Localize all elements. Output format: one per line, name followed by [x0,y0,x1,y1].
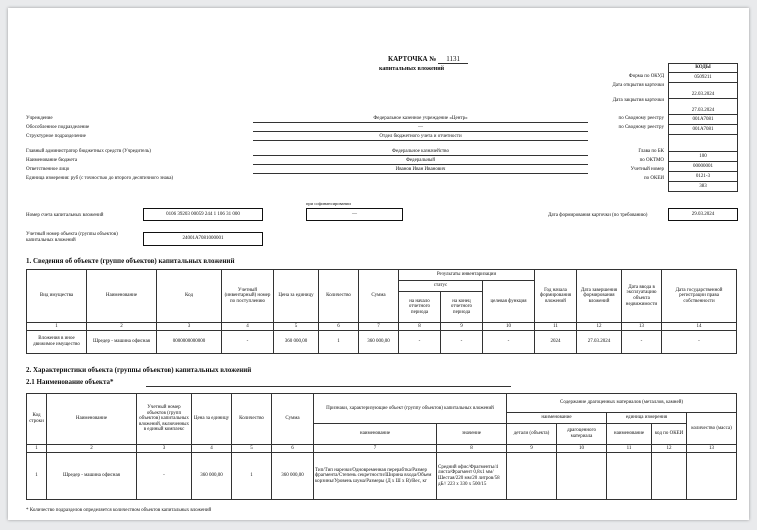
s1-cell-commission-date: - [622,331,662,354]
code-label-open-date: Дата открытия карточки [612,83,664,88]
s1-num: 13 [622,323,662,331]
code-label-registry-2: по Сводному реестру [618,125,664,130]
s1-num: 10 [483,323,535,331]
s1-h-period-start: на начало отчетного периода [399,292,441,323]
s2-num: 5 [232,445,272,453]
s1-h-name: Наименование [87,270,157,323]
code-label-okud: Форма по ОКУД [628,74,664,79]
s2-cell-part [507,453,557,500]
code-oktmo: 00000001 [669,162,738,172]
s1-h-sum: Сумма [359,270,399,323]
generation-date-label: Дата формирования карточки (по требованию) [548,213,648,218]
s2-cell-unit-price: 360 000,00 [192,453,232,500]
label-institution: Учреждение [26,116,53,121]
section2-subtitle: 2.1 Наименование объекта* [26,378,114,386]
s1-h-status: статус [399,281,483,292]
s1-num: 9 [441,323,483,331]
object-number-label: Учетный номер объекта (группы объектов) капитальных вложений [26,232,118,243]
code-label-okei: по ОКЕИ [643,176,664,181]
value-budget-name: Федеральный [253,158,588,165]
s1-cell-period-end: - [441,331,483,354]
s2-num: 1 [27,445,47,453]
s2-cell-mass [687,453,737,500]
s2-cell-complex-number: - [137,453,192,500]
code-bk: 100 [669,152,738,162]
code-okei: 383 [669,182,738,192]
s2-h-okei-code: код по ОКЕИ [652,424,687,445]
card-title [388,55,468,64]
table-row [27,453,737,500]
s2-num: 7 [314,445,437,453]
section2-title: 2. Характеристики объекта (группы объектов) капитальных вложений [26,366,252,374]
code-label-oktmo: по ОКТМО [639,158,664,163]
s1-h-end-date: Дата завершения формирования вложений [577,270,622,323]
s2-h-unit-of-measure: единица измерения [607,413,687,424]
s1-h-start-year: Год начала формирования вложений [535,270,577,323]
s1-cell-unit-price: 360 000,00 [274,331,319,354]
account-number-box: 0106 39203 00059 244 1 106 31 000 [143,208,263,221]
s1-num: 5 [274,323,319,331]
s1-cell-code: 0000000000000 [157,331,222,354]
s2-cell-okei-code [652,453,687,500]
generation-date-box: 29.03.2024 [668,208,738,221]
s2-h-row-code: Код строки [27,394,47,445]
code-label-account-number: Учетный номер [630,167,664,172]
s2-h-unit-price: Цена за единицу [192,394,232,445]
s1-num: 2 [87,323,157,331]
code-close-date: 27.03.2024 [669,99,738,115]
account-label: Номер счета капитальных вложений [26,213,104,218]
s1-cell-name: Шредер - машина офисная [87,331,157,354]
label-unit-of-measure: Единица измерения: руб (с точностью до второго десятичного знака) [26,176,174,181]
s1-cell-target-function: - [483,331,535,354]
card-subtitle: капитальных вложений [379,66,445,72]
value-institution: Федеральное казенное учреждение «Центр» [253,116,588,123]
s2-cell-row-code: 1 [27,453,47,500]
s2-h-quantity: Количество [232,394,272,445]
s2-h-mass: количество (масса) [687,413,737,445]
s2-h-feature-value: значение [437,424,507,445]
code-label-registry-1: по Сводному реестру [618,116,664,121]
code-empty [669,135,738,152]
s2-h-sum: Сумма [272,394,314,445]
s2-h-precious-materials: Содержание драгоценных материалов (металлов, камней) [507,394,737,413]
s2-num: 2 [47,445,137,453]
s1-num: 14 [662,323,737,331]
s1-h-unit-price: Цена за единицу [274,270,319,323]
s2-cell-name: Шредер - машина офисная [47,453,137,500]
label-responsible-person: Ответственное лицо [26,167,70,172]
s1-cell-period-start: - [399,331,441,354]
s1-h-inventory-results: Результаты инвентаризации [399,270,535,281]
s2-h-part: детали (объекта) [507,424,557,445]
s2-cell-unit-name [607,453,652,500]
cofin-label: при софинансировании [306,201,351,206]
section1-title: 1. Сведения об объекте (группе объектов) капитальных вложений [26,257,235,265]
s2-h-precious-material: драгоценного материала [557,424,607,445]
s1-h-inventory-number: Учетный (инвентарный) номер по поступлению [222,270,274,323]
s1-cell-sum: 360 000,00 [359,331,399,354]
s1-num: 1 [27,323,87,331]
code-open-date: 22.03.2024 [669,83,738,99]
s2-h-feature-name: наименование [314,424,437,445]
s2-h-materials-name: наименование [507,413,607,424]
s2-num: 3 [137,445,192,453]
s1-cell-quantity: 1 [319,331,359,354]
s1-cell-inventory-number: - [222,331,274,354]
s2-h-complex-number: Учетный номер объектов (групп объектов) капитальных вложений, включенных в единый комплекс [137,394,192,445]
s1-num: 7 [359,323,399,331]
cofin-box: — [306,208,403,221]
code-label-bk: Глава по БК [638,149,664,154]
table-row [27,331,737,354]
s1-h-registration-date: Дата государственной регистрации права собственности [662,270,737,323]
object-number-box: 24001А7081000001 [143,232,263,246]
s2-h-name: Наименование [47,394,137,445]
codes-table [668,63,738,192]
s2-num: 9 [507,445,557,453]
s1-cell-registration-date: - [662,331,737,354]
section1-table [26,269,737,354]
s1-h-target-function: целевая функция [483,281,535,323]
s1-h-property-type: Вид имущества [27,270,87,323]
object-name-line [146,386,511,387]
document-page [8,8,749,520]
s2-num: 6 [272,445,314,453]
label-separate-division: Обособленное подразделение [26,125,90,130]
codes-header: КОДЫ [669,64,738,73]
s1-h-code: Код [157,270,222,323]
s1-h-quantity: Количество [319,270,359,323]
code-label-close-date: Дата закрытия карточки [612,98,664,103]
label-budget-name: Наименование бюджета [26,158,78,163]
s1-h-commission-date: Дата ввода в эксплуатацию объекта недвижимости [622,270,662,323]
label-main-administrator: Главный администратор бюджетных средств (Учредитель) [26,149,151,154]
footnote: * Количество подразделов определяется количеством объектов капитальных вложений [26,508,212,513]
s1-cell-end-date: 27.03.2024 [577,331,622,354]
s2-num: 4 [192,445,232,453]
value-responsible-person: Иванов Иван Иванович [253,167,588,174]
code-okud: 0509211 [669,73,738,83]
s2-h-features: Признаки, характеризующие объект (группу объектов) капитальных вложений [314,394,507,424]
s2-cell-feature-value: Средний офис/Фрагменты/4 листа/Фрагмент 0,8х1 мм/Шестая/220 мм/20 литров/58 дБ// 223 х 330 х 500/15 [437,453,507,500]
s1-h-period-end: на конец отчетного периода [441,292,483,323]
card-title-label: КАРТОЧКА № [388,55,437,63]
code-account-number: 0121-3 [669,172,738,182]
section2-table [26,393,737,500]
s2-num: 13 [687,445,737,453]
s1-num: 3 [157,323,222,331]
label-structural-division: Структурное подразделение [26,134,86,139]
s1-num: 6 [319,323,359,331]
s1-cell-start-year: 2024 [535,331,577,354]
s2-cell-precious-material [557,453,607,500]
s1-num: 11 [535,323,577,331]
value-structural-division: Отдел бюджетного учета и отчетности [253,134,588,141]
s2-num: 8 [437,445,507,453]
s1-num: 12 [577,323,622,331]
s1-cell-property-type: Вложения в иное движимое имущество [27,331,87,354]
s2-h-unit-name: наименование [607,424,652,445]
s2-cell-quantity: 1 [232,453,272,500]
s1-num: 4 [222,323,274,331]
s1-num: 8 [399,323,441,331]
value-separate-division: — [253,125,588,132]
s2-num: 11 [607,445,652,453]
s2-num: 10 [557,445,607,453]
code-registry-1: 001А7081 [669,115,738,125]
s2-cell-feature-name: Тип/Тип нарезки/Одновременная перерабтка/Размер фрагмента/Степень секретности/Ширина входа/Объем корзины/Уровень шума/Размеры (Д х Ш х В)/Вес, кг [314,453,437,500]
value-main-administrator: Федеральное казначейство [253,149,588,156]
s2-cell-sum: 360 000,00 [272,453,314,500]
code-registry-2: 001А7081 [669,125,738,135]
card-number: 1131 [438,55,468,64]
s2-num: 12 [652,445,687,453]
